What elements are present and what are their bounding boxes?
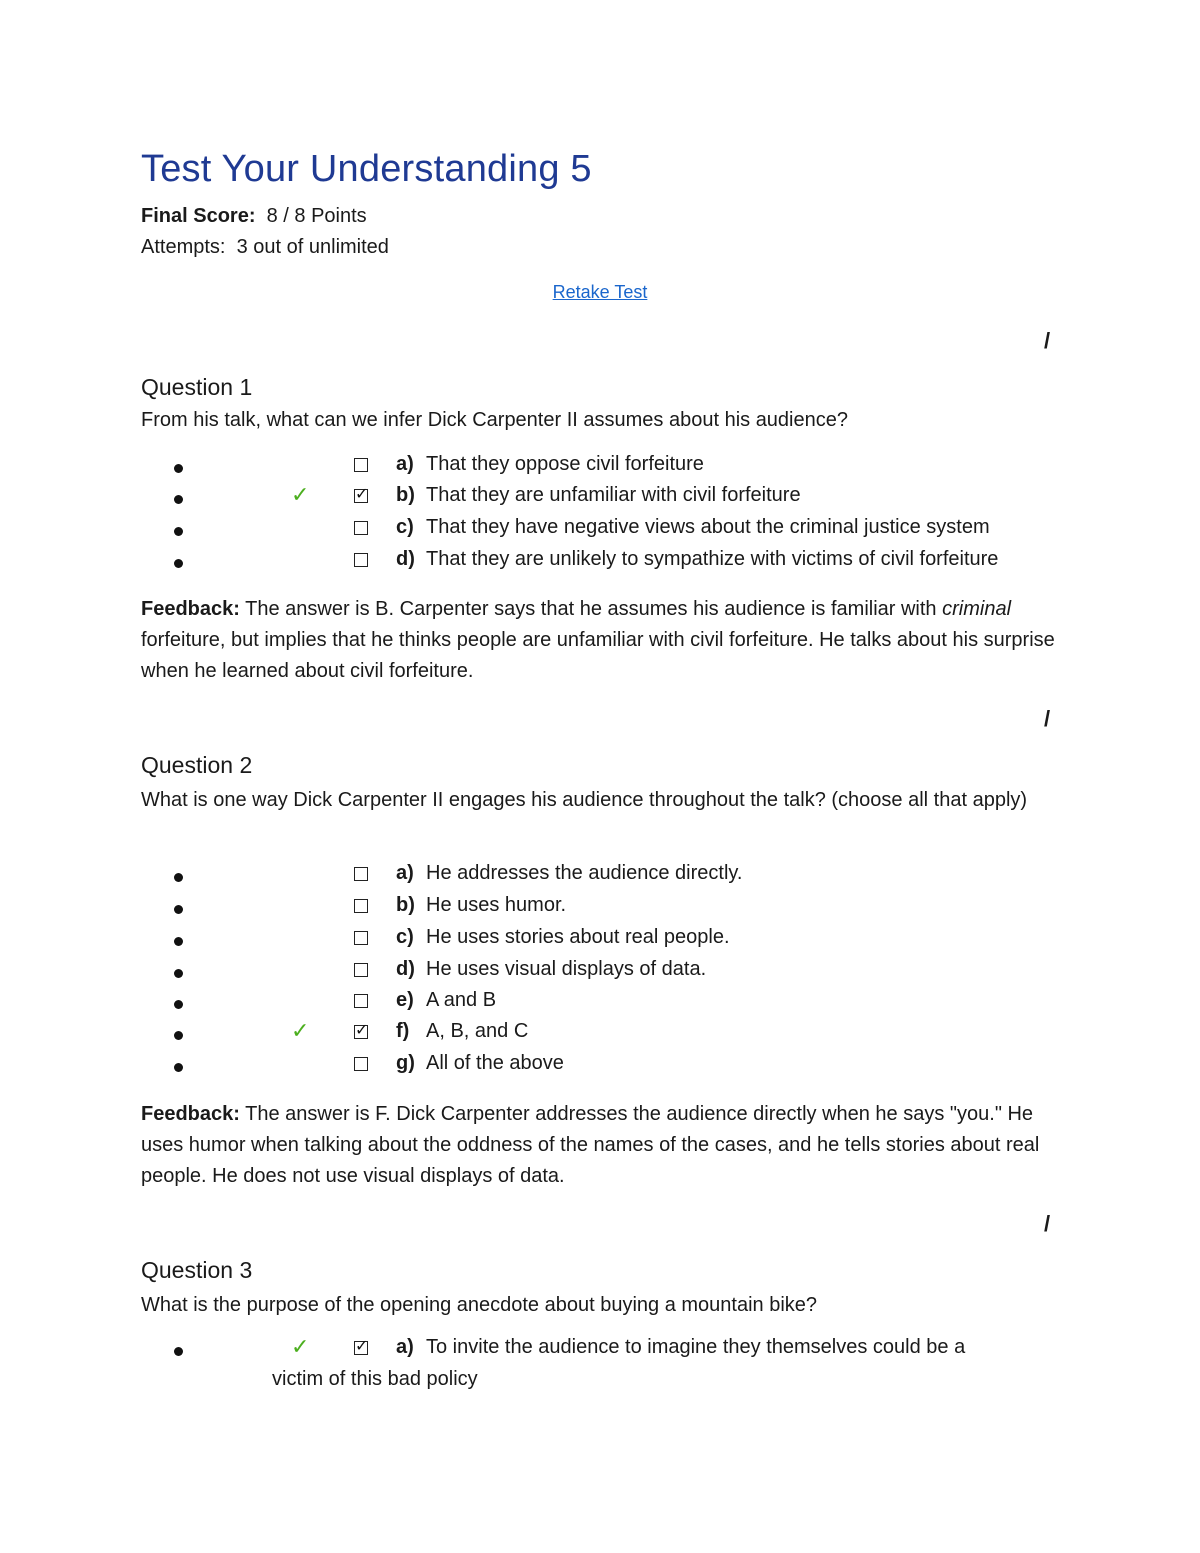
option-text: That they are unlikely to sympathize with victims of civil forfeiture [426,548,999,570]
final-score-label: Final Score: [141,205,256,227]
answer-option[interactable] [0,1020,1200,1052]
answer-option[interactable] [0,1052,1200,1084]
separator-slash: / [1044,1211,1051,1236]
separator-slash: / [1044,328,1051,353]
feedback-text-1: The answer is B. Carpenter says that he assumes his audience is familiar with [239,598,943,620]
bullet-icon [174,559,183,568]
answer-option[interactable] [0,926,1200,958]
answer-option[interactable] [0,894,1200,926]
attempts-value: 3 out of unlimited [236,236,389,258]
final-score-value: 8 / 8 Points [266,205,367,227]
bullet-icon [174,1000,183,1009]
feedback-text-2: forfeiture, but implies that he thinks people are unfamiliar with civil forfeiture. He talks about his surprise when he learned about civil forfeiture. [141,629,1055,682]
question-heading: Question 3 [141,1257,253,1283]
answer-option[interactable] [0,989,1200,1021]
checkbox[interactable] [354,963,368,977]
checkbox-checked[interactable] [354,489,368,503]
option-letter: f) [396,1020,410,1042]
answer-option[interactable] [0,958,1200,990]
option-text: He uses visual displays of data. [426,958,707,980]
option-letter: a) [396,453,414,475]
retake-test-link[interactable]: Retake Test [552,282,648,302]
checkbox[interactable] [354,458,368,472]
option-text: That they are unfamiliar with civil forfeiture [426,484,801,506]
checkbox[interactable] [354,931,368,945]
option-letter: a) [396,862,414,884]
bullet-icon [174,1347,183,1356]
checkbox[interactable] [354,867,368,881]
option-letter: c) [396,516,414,538]
correct-check-icon: ✓ [291,1018,310,1043]
bullet-icon [174,495,183,504]
feedback-label: Feedback: [141,1103,240,1125]
option-text: That they have negative views about the criminal justice system [426,516,990,538]
option-text: A, B, and C [426,1020,529,1042]
bullet-icon [174,873,183,882]
answer-option[interactable] [0,484,1200,516]
bullet-icon [174,969,183,978]
page-title: Test Your Understanding 5 [141,148,592,190]
option-letter: d) [396,548,415,570]
option-text-continued: victim of this bad policy [272,1368,478,1390]
option-text: That they oppose civil forfeiture [426,453,704,475]
option-text: He addresses the audience directly. [426,862,743,884]
option-text: To invite the audience to imagine they themselves could be a [426,1336,966,1358]
bullet-icon [174,1031,183,1040]
option-letter: e) [396,989,414,1011]
question-text: What is one way Dick Carpenter II engages his audience throughout the talk? (choose all that apply) [141,789,1028,811]
option-text: A and B [426,989,497,1011]
checkbox[interactable] [354,994,368,1008]
answer-option[interactable] [0,1336,1200,1400]
attempts [141,236,389,259]
bullet-icon [174,905,183,914]
option-letter: a) [396,1336,414,1358]
checkbox[interactable] [354,1057,368,1071]
question-text: What is the purpose of the opening anecdote about buying a mountain bike? [141,1294,818,1316]
answer-option[interactable] [0,516,1200,548]
feedback-text: The answer is F. Dick Carpenter addresses the audience directly when he says "you." He uses humor when talking about the oddness of the names of the cases, and he tells stories about real people. He does not use visual displays of data. [141,1103,1040,1187]
checkbox-checked[interactable] [354,1025,368,1039]
feedback-italic: criminal [942,598,1012,620]
option-text: All of the above [426,1052,564,1074]
checkbox[interactable] [354,521,368,535]
option-letter: g) [396,1052,415,1074]
question-text: From his talk, what can we infer Dick Carpenter II assumes about his audience? [141,409,848,431]
bullet-icon [174,1063,183,1072]
final-score [141,205,367,228]
answer-option[interactable] [0,548,1200,580]
feedback [141,594,1071,687]
option-letter: d) [396,958,415,980]
question-heading: Question 2 [141,752,253,778]
option-text: He uses stories about real people. [426,926,730,948]
correct-check-icon: ✓ [291,482,310,507]
bullet-icon [174,937,183,946]
question-heading: Question 1 [141,374,253,400]
checkbox[interactable] [354,899,368,913]
checkbox-checked[interactable] [354,1341,368,1355]
option-letter: c) [396,926,414,948]
separator-slash: / [1044,706,1051,731]
option-letter: b) [396,484,415,506]
option-text: He uses humor. [426,894,567,916]
correct-check-icon: ✓ [291,1334,310,1359]
answer-option[interactable] [0,453,1200,485]
checkbox[interactable] [354,553,368,567]
feedback [141,1099,1071,1192]
feedback-label: Feedback: [141,598,240,620]
bullet-icon [174,464,183,473]
option-letter: b) [396,894,415,916]
answer-option[interactable] [0,862,1200,894]
bullet-icon [174,527,183,536]
attempts-label: Attempts: [141,236,226,258]
